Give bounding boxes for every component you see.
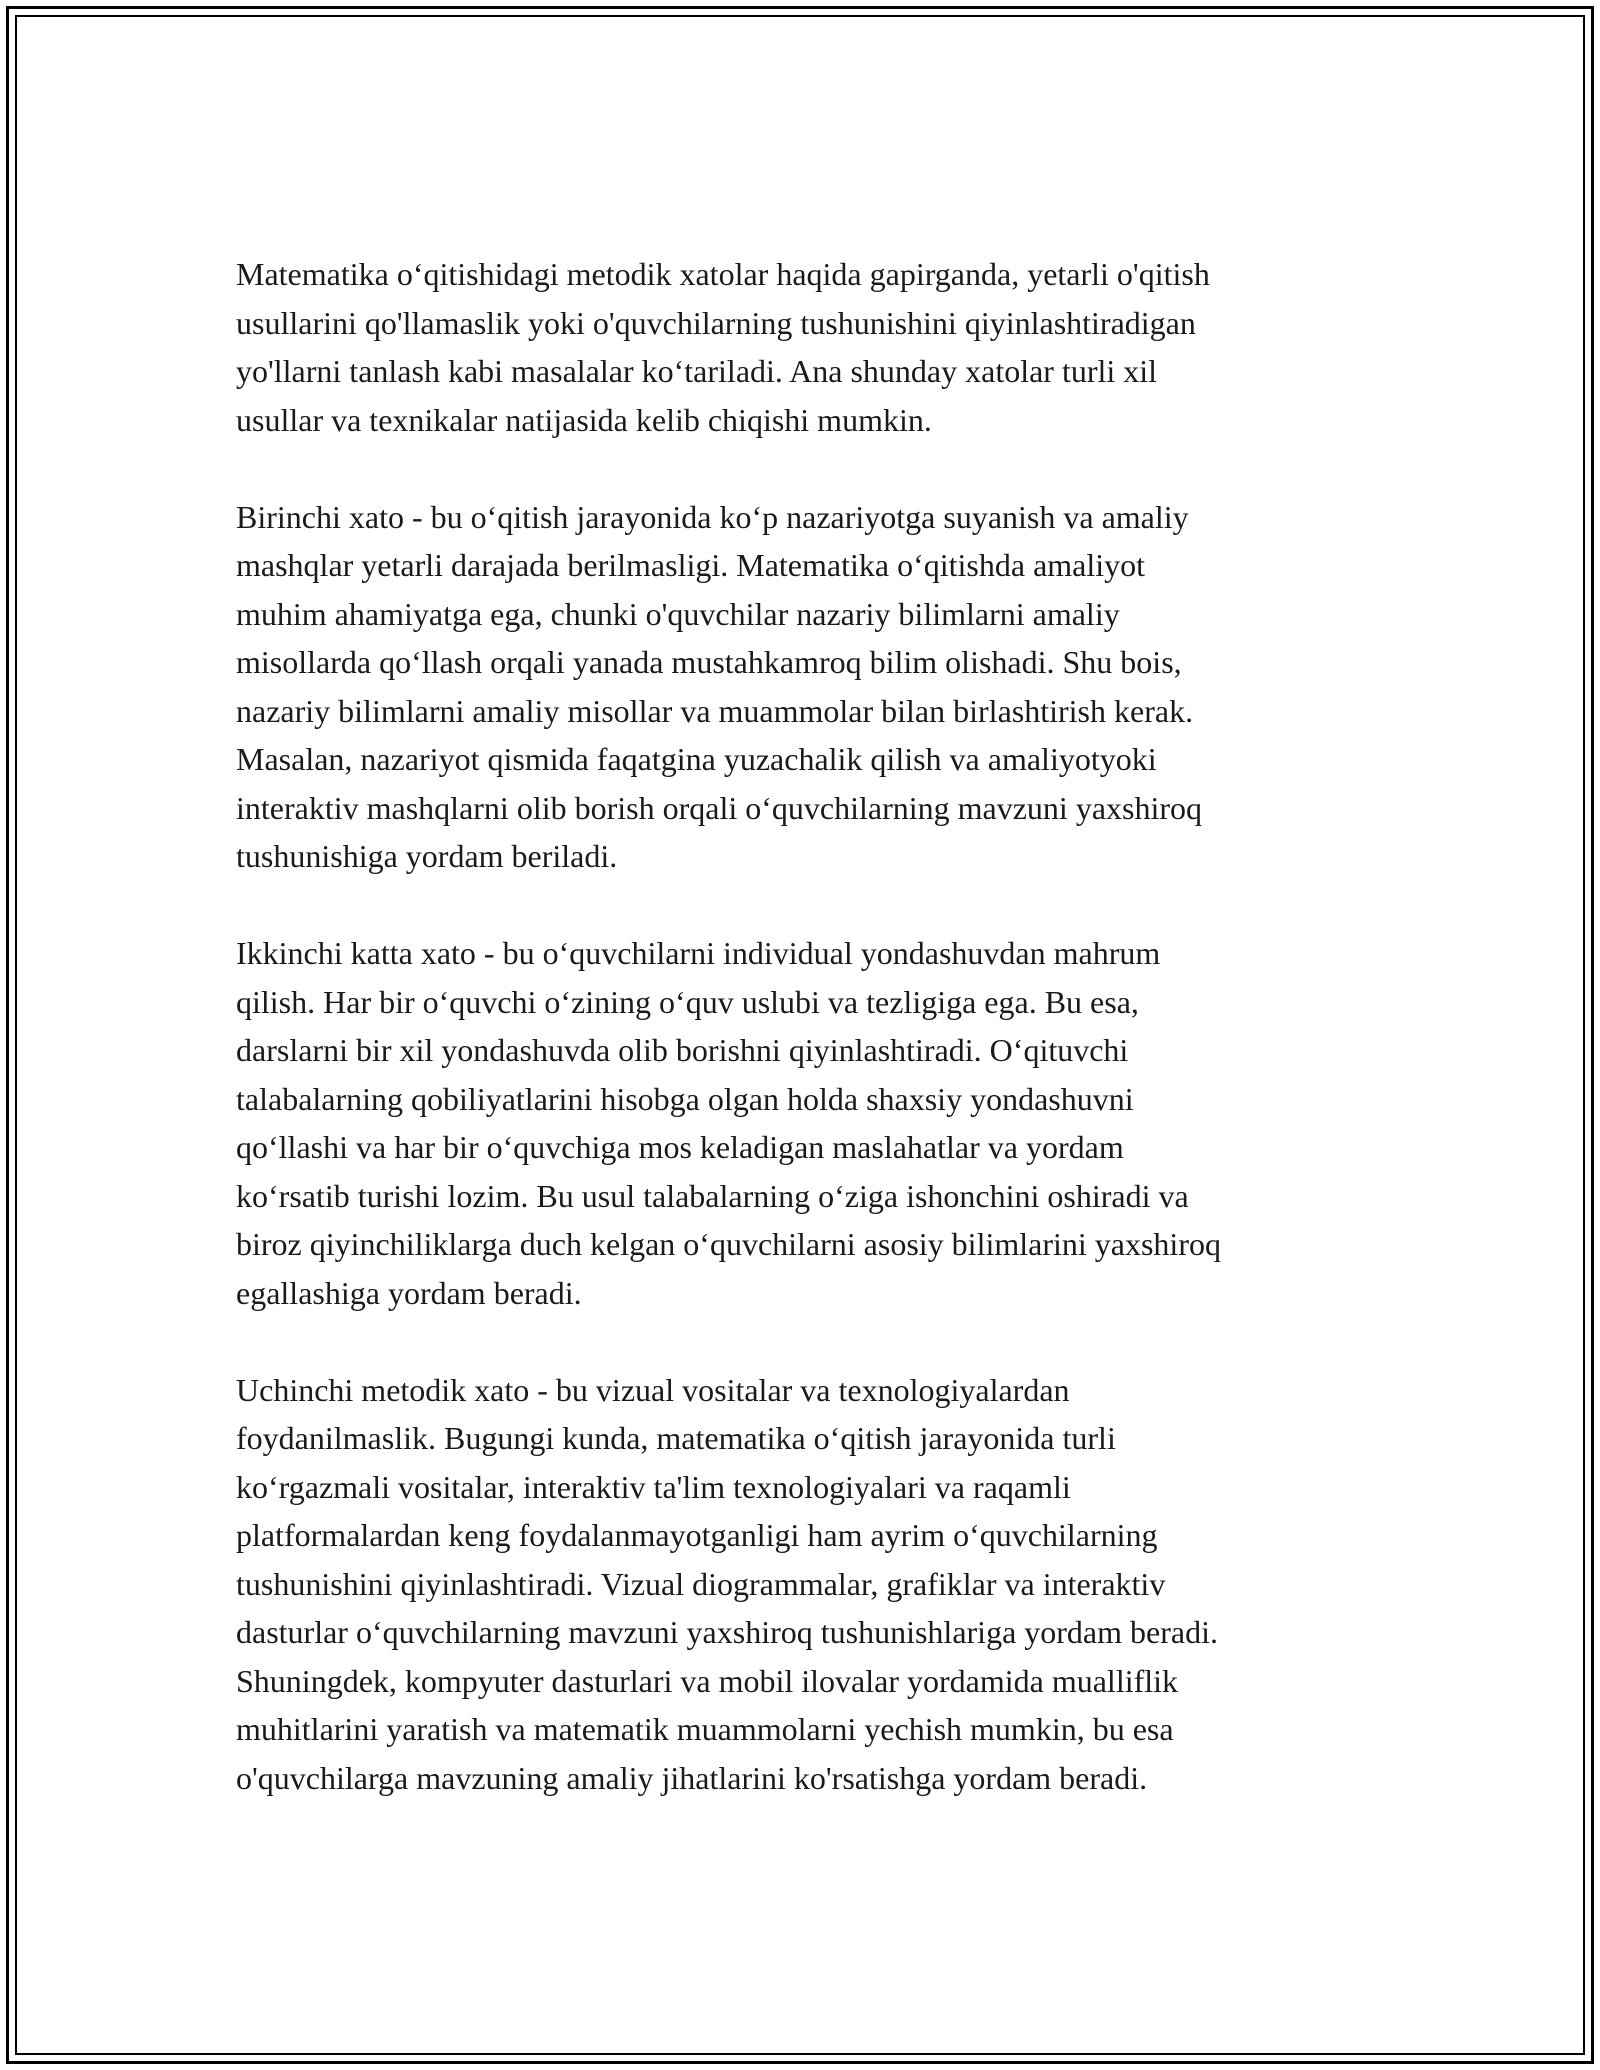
text-line: darslarni bir xil yondashuvda olib borishni qiyinlashtiradi. O‘qituvchi [236, 1032, 1129, 1068]
document-body [236, 250, 1386, 1851]
text-line: ko‘rgazmali vositalar, interaktiv ta'lim texnologiyalari va raqamli [236, 1468, 1071, 1505]
text-line: ko‘rsatib turishi lozim. Bu usul talabalarning o‘ziga ishonchini oshiradi va [236, 1177, 1189, 1214]
paragraph-3 [236, 929, 1386, 1317]
text-line: foydanilmaslik. Bugungi kunda, matematika o‘qitish jarayonida turli [236, 1420, 1116, 1456]
text-line: Matematika o‘qitishidagi metodik xatolar haqida gapirganda, yetarli o'qitish [236, 256, 1210, 292]
text-line: Masalan, nazariyot qismida faqatgina yuzachalik qilish va amaliyotyoki [236, 741, 1157, 777]
text-line: interaktiv mashqlarni olib borish orqali o‘quvchilarning mavzuni yaxshiroq [236, 789, 1203, 826]
paragraph-1 [236, 250, 1386, 444]
text-line: egallashiga yordam beradi. [236, 1274, 582, 1311]
text-line: biroz qiyinchiliklarga duch kelgan o‘quvchilarni asosiy bilimlarini yaxshiroq [236, 1226, 1221, 1262]
text-line: Uchinchi metodik xato - bu vizual vositalar va texnologiyalardan [236, 1371, 1070, 1408]
text-line: qilish. Har bir o‘quvchi o‘zining o‘quv uslubi va tezligiga ega. Bu esa, [236, 983, 1139, 1020]
text-line: usullarini qo'llamaslik yoki o'quvchilarning tushunishini qiyinlashtiradigan [236, 304, 1196, 341]
text-line: usullar va texnikalar natijasida kelib chiqishi mumkin. [236, 401, 932, 438]
text-line: yo'llarni tanlash kabi masalalar ko‘tariladi. Ana shunday xatolar turli xil [236, 353, 1158, 389]
text-line: nazariy bilimlarni amaliy misollar va muammolar bilan birlashtirish kerak. [236, 692, 1194, 729]
text-line: tushunishiga yordam beriladi. [236, 838, 618, 874]
text-line: o'quvchilarga mavzuning amaliy jihatlarini ko'rsatishga yordam beradi. [236, 1759, 1148, 1796]
text-line: muhim ahamiyatga ega, chunki o'quvchilar nazariy bilimlarni amaliy [236, 595, 1120, 632]
text-line: platformalardan keng foydalanmayotganligi ham ayrim o‘quvchilarning [236, 1517, 1158, 1553]
text-line: dasturlar o‘quvchilarning mavzuni yaxshiroq tushunishlariga yordam beradi. [236, 1614, 1218, 1650]
paragraph-2 [236, 493, 1386, 881]
text-line: Ikkinchi katta xato - bu o‘quvchilarni individual yondashuvdan mahrum [236, 935, 1161, 971]
text-line: talabalarning qobiliyatlarini hisobga olgan holda shaxsiy yondashuvni [236, 1080, 1134, 1117]
text-line: Birinchi xato - bu o‘qitish jarayonida ko‘p nazariyotga suyanish va amaliy [236, 498, 1189, 535]
text-line: Shuningdek, kompyuter dasturlari va mobil ilovalar yordamida mualliflik [236, 1662, 1179, 1699]
text-line: mashqlar yetarli darajada berilmasligi. Matematika o‘qitishda amaliyot [236, 547, 1146, 583]
text-line: muhitlarini yaratish va matematik muammolarni yechish mumkin, bu esa [236, 1711, 1174, 1747]
paragraph-4 [236, 1366, 1386, 1803]
text-line: tushunishini qiyinlashtiradi. Vizual diogrammalar, grafiklar va interaktiv [236, 1565, 1166, 1602]
text-line: qo‘llashi va har bir o‘quvchiga mos keladigan maslahatlar va yordam [236, 1129, 1124, 1165]
text-line: misollarda qo‘llash orqali yanada mustahkamroq bilim olishadi. Shu bois, [236, 644, 1182, 680]
